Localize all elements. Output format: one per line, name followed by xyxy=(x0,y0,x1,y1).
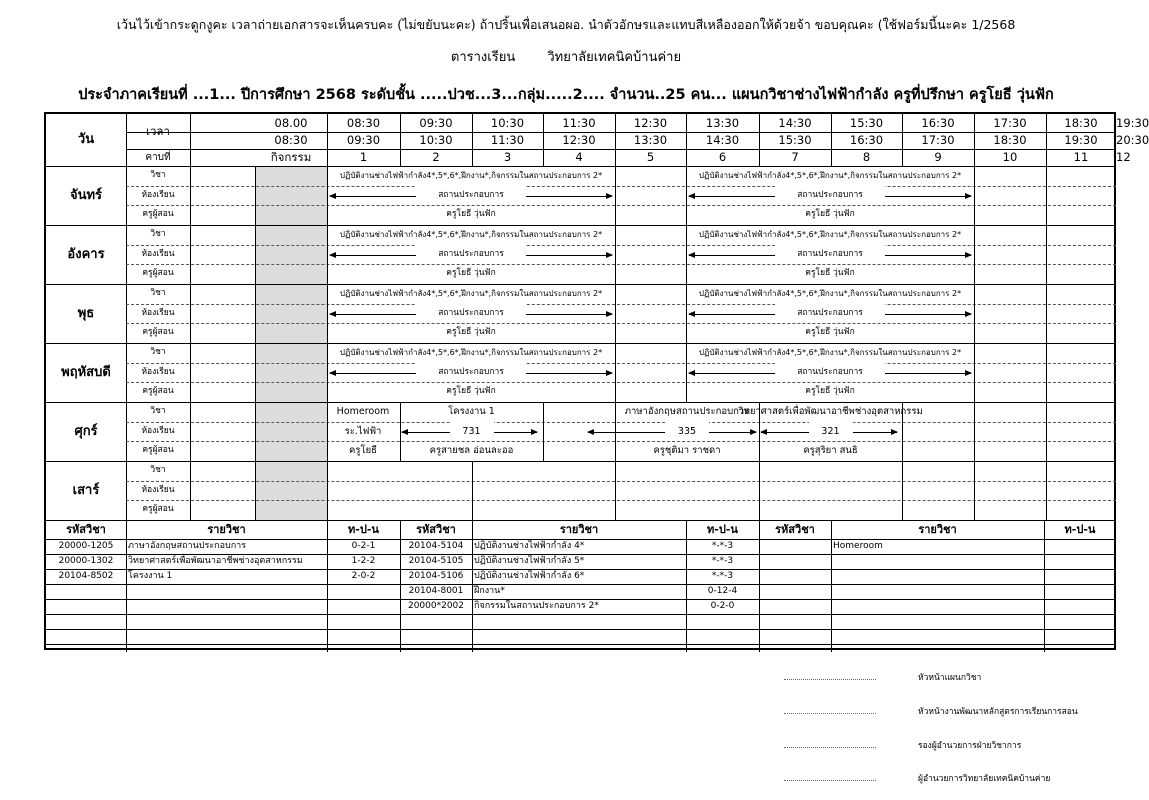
grid-line xyxy=(902,461,903,520)
practice-subject: ปฏิบัติงานช่างไฟฟ้ากำลัง4*,5*,6*,ฝึกงาน*,กิจกรรมในสถานประกอบการ 2* xyxy=(698,289,962,298)
grid-line xyxy=(1044,520,1045,652)
subject-column-header: รหัสวิชา xyxy=(416,523,456,536)
activity-shade xyxy=(255,344,327,402)
activity-shade xyxy=(255,167,327,225)
practice-room: สถานประกอบการ xyxy=(775,245,885,265)
subject-credits: *-*-3 xyxy=(711,541,734,551)
row-label: ห้องเรียน xyxy=(141,189,175,200)
practice-subject: ปฏิบัติงานช่างไฟฟ้ากำลัง4*,5*,6*,ฝึกงาน*,กิจกรรมในสถานประกอบการ 2* xyxy=(339,230,603,239)
grid-line xyxy=(1046,402,1047,461)
title-line xyxy=(0,46,1132,67)
project-teacher: ครูสายชล อ่อนละออ xyxy=(429,445,514,457)
row-label: ห้องเรียน xyxy=(141,484,175,495)
grid-line xyxy=(615,461,616,520)
practice-room: สถานประกอบการ xyxy=(416,186,526,206)
period-end-time: 09:30 xyxy=(346,133,381,147)
practice-subject: ปฏิบัติงานช่างไฟฟ้ากำลัง4*,5*,6*,ฝึกงาน*,กิจกรรมในสถานประกอบการ 2* xyxy=(698,171,962,180)
schedule-table xyxy=(44,112,1149,650)
grid-line xyxy=(974,284,975,343)
row-label: วิชา xyxy=(150,170,166,180)
subject-name: ฝึกงาน* xyxy=(474,586,505,596)
subject-credits: 0-12-4 xyxy=(707,586,738,596)
science-subject: วิทยาศาสตร์เพื่อพัฒนาอาชีพช่างอุตสาหกรรม xyxy=(738,406,923,417)
homeroom-room: ระ.ไฟฟ้า xyxy=(344,425,382,437)
subject-row-line xyxy=(46,644,1116,645)
subject-code: 20000-1205 xyxy=(58,541,114,551)
period-start-time: 08:30 xyxy=(346,116,381,130)
grid-line xyxy=(255,284,256,343)
period-start-time: 14:30 xyxy=(778,116,812,130)
day-separator xyxy=(46,461,1116,462)
day-name: เสาร์ xyxy=(72,483,100,498)
grid-line xyxy=(255,343,256,402)
grid-line xyxy=(1046,284,1047,343)
signature-dots xyxy=(784,738,876,748)
practice-teacher: ครูโยธี วุ่นฟัก xyxy=(805,268,855,279)
period-end-time: 11:30 xyxy=(490,133,525,147)
practice-teacher: ครูโยธี วุ่นฟัก xyxy=(805,209,855,220)
grid-line xyxy=(615,166,616,225)
homeroom-teacher: ครูโยธี xyxy=(349,445,377,457)
period-end-time: 19:30 xyxy=(1064,133,1098,147)
period-label: คาบที่ xyxy=(145,152,171,163)
period-end-time: 12:30 xyxy=(562,133,596,147)
practice-teacher: ครูโยธี วุ่นฟัก xyxy=(446,268,496,279)
signature-dots xyxy=(784,704,876,714)
signature-dots xyxy=(784,670,876,680)
practice-teacher: ครูโยธี วุ่นฟัก xyxy=(446,327,496,338)
signature-dots xyxy=(784,771,876,781)
row-label: ห้องเรียน xyxy=(141,307,175,318)
science-teacher: ครูสุริยา สนธิ xyxy=(803,445,858,457)
grid-line xyxy=(255,461,256,520)
signature-line xyxy=(784,670,1084,684)
activity-shade xyxy=(255,462,327,520)
practice-subject: ปฏิบัติงานช่างไฟฟ้ากำลัง4*,5*,6*,ฝึกงาน*,กิจกรรมในสถานประกอบการ 2* xyxy=(698,348,962,357)
english-subject: ภาษาอังกฤษสถานประกอบการ xyxy=(624,406,750,417)
grid-line xyxy=(472,461,473,520)
period-start-time: 11:30 xyxy=(562,116,596,130)
day-name: จันทร์ xyxy=(69,188,103,203)
practice-teacher: ครูโยธี วุ่นฟัก xyxy=(805,327,855,338)
practice-teacher: ครูโยธี วุ่นฟัก xyxy=(805,386,855,397)
subject-code: 20104-5105 xyxy=(408,556,464,566)
subject-column-header: รหัสวิชา xyxy=(66,523,106,536)
grid-line xyxy=(543,402,544,461)
period-start-time: 17:30 xyxy=(993,116,1027,130)
row-label: ห้องเรียน xyxy=(141,248,175,259)
subject-name: ปฏิบัติงานช่างไฟฟ้ากำลัง 4* xyxy=(474,541,585,551)
period-number: 6 xyxy=(718,150,727,164)
period-number: 1 xyxy=(359,150,368,164)
subject-credits: 0-2-0 xyxy=(710,601,735,611)
practice-subject: ปฏิบัติงานช่างไฟฟ้ากำลัง4*,5*,6*,ฝึกงาน*,กิจกรรมในสถานประกอบการ 2* xyxy=(698,230,962,239)
period-number: 4 xyxy=(575,150,583,164)
practice-room: สถานประกอบการ xyxy=(775,363,885,383)
practice-room: สถานประกอบการ xyxy=(416,363,526,383)
period-end-time: 08:30 xyxy=(274,133,308,147)
subject-code: 20104-8502 xyxy=(58,571,114,581)
signature-title: หัวหน้าแผนกวิชา xyxy=(918,673,982,683)
sub-row-line xyxy=(126,422,1116,423)
period-number: 8 xyxy=(862,150,871,164)
grid-line xyxy=(974,343,975,402)
period-end-time: 15:30 xyxy=(778,133,812,147)
practice-teacher: ครูโยธี วุ่นฟัก xyxy=(446,209,496,220)
period-number: 12 xyxy=(1116,150,1131,164)
period-end-time: 10:30 xyxy=(419,133,453,147)
row-label: วิชา xyxy=(150,288,166,298)
grid-line xyxy=(1046,225,1047,284)
subject-code: 20104-5104 xyxy=(408,541,464,551)
row-label: วิชา xyxy=(150,229,166,239)
sub-row-line xyxy=(126,245,1116,246)
subject-code: 20000*2002 xyxy=(407,601,465,611)
subject-row-line xyxy=(46,614,1116,615)
day-name: ศุกร์ xyxy=(74,424,98,439)
day-separator xyxy=(46,402,1116,403)
grid-line xyxy=(974,461,975,520)
subject-column-header: รายวิชา xyxy=(918,523,957,536)
practice-teacher: ครูโยธี วุ่นฟัก xyxy=(446,386,496,397)
day-header: วัน xyxy=(77,132,95,147)
grid-line xyxy=(759,461,760,520)
period-number: 5 xyxy=(646,150,655,164)
period-end-time: 14:30 xyxy=(705,133,740,147)
practice-room: สถานประกอบการ xyxy=(416,245,526,265)
day-name: พฤหัสบดี xyxy=(61,365,111,380)
subject-name: กิจกรรมในสถานประกอบการ 2* xyxy=(474,601,599,611)
grid-line xyxy=(255,166,256,225)
signature-title: รองผู้อำนวยการฝ่ายวิชาการ xyxy=(918,741,1022,751)
notice-text: เว้นไว้เข้ากระดูกงูคะ เวลาถ่ายเอกสารจะเห็นครบคะ (ไม่ขยับนะคะ) ถ้าปริ้นเพื่อเสนอผอ. นำตัวอักษรและแทบสีเหลืองออกให้ด้วยจ้า ขอบคุณคะ (ใช้ฟอร์มนี้นะคะ 1/2568 xyxy=(116,17,1016,32)
row-label: ครูผู้สอน xyxy=(142,504,174,515)
subject-row-line xyxy=(46,629,1116,630)
subject-column-header: รายวิชา xyxy=(559,523,599,536)
subject-name: ปฏิบัติงานช่างไฟฟ้ากำลัง 5* xyxy=(474,556,585,566)
subject-name: ภาษาอังกฤษสถานประกอบการ xyxy=(128,541,247,551)
practice-subject: ปฏิบัติงานช่างไฟฟ้ากำลัง4*,5*,6*,ฝึกงาน*,กิจกรรมในสถานประกอบการ 2* xyxy=(339,289,603,298)
subject-name: Homeroom xyxy=(833,541,883,551)
english-room: 335 xyxy=(665,422,709,442)
period-number: กิจกรรม xyxy=(270,150,312,164)
class-info: ประจำภาคเรียนที่ ...1... ปีการศึกษา 2568 ระดับชั้น .....ปวช...3...กลุ่ม.....2.... จำนวน..25 คน... แผนกวิชาช่างไฟฟ้ากำลัง ครูที่ปรึกษา ครูโยธี วุ่นฟัก xyxy=(78,87,1054,103)
subject-credits: *-*-3 xyxy=(711,556,734,566)
page-title: ตารางเรียน xyxy=(450,50,516,65)
sub-row-line xyxy=(126,500,1116,501)
row-label: วิชา xyxy=(150,406,166,416)
sub-row-line xyxy=(126,186,1116,187)
row-label: ครูผู้สอน xyxy=(142,445,174,456)
practice-room: สถานประกอบการ xyxy=(416,304,526,324)
english-teacher: ครูชุติมา ราชดา xyxy=(653,445,721,457)
period-number: 3 xyxy=(503,150,512,164)
project-subject: โครงงาน 1 xyxy=(448,406,495,417)
period-start-time: 16:30 xyxy=(921,116,955,130)
grid-line xyxy=(615,343,616,402)
signature-title: หัวหน้างานพัฒนาหลักสูตรการเรียนการสอน xyxy=(918,707,1078,717)
grid-line xyxy=(615,284,616,343)
grid-line xyxy=(974,166,975,225)
period-number: 7 xyxy=(791,150,799,164)
subject-name: โครงงาน 1 xyxy=(128,571,173,581)
subject-code: 20104-5106 xyxy=(408,571,464,581)
period-end-time: 13:30 xyxy=(633,133,668,147)
grid-line xyxy=(327,461,328,520)
signature-line xyxy=(784,738,1084,752)
period-number: 10 xyxy=(1002,150,1018,164)
subject-name: ปฏิบัติงานช่างไฟฟ้ากำลัง 6* xyxy=(474,571,585,581)
subject-column-header: ท-ป-น xyxy=(707,523,738,536)
grid-line xyxy=(974,402,975,461)
period-end-time: 18:30 xyxy=(993,133,1027,147)
grid-line xyxy=(1046,166,1047,225)
subject-column-header: ท-ป-น xyxy=(348,523,379,536)
grid-line xyxy=(831,520,832,652)
row-label: วิชา xyxy=(150,347,166,357)
row-label: ห้องเรียน xyxy=(141,366,175,377)
sub-row-line xyxy=(126,304,1116,305)
period-start-time: 13:30 xyxy=(705,116,740,130)
row-label: ครูผู้สอน xyxy=(142,268,174,279)
project-room: 731 xyxy=(450,422,494,442)
period-end-time: 17:30 xyxy=(921,133,955,147)
day-name: อังคาร xyxy=(67,247,105,262)
activity-shade xyxy=(255,403,327,461)
period-start-time: 10:30 xyxy=(490,116,525,130)
row-label: ครูผู้สอน xyxy=(142,327,174,338)
grid-line xyxy=(1046,343,1047,402)
row-label: ห้องเรียน xyxy=(141,425,175,436)
practice-room: สถานประกอบการ xyxy=(775,186,885,206)
period-start-time: 19:30 xyxy=(1116,116,1149,130)
period-start-time: 08.00 xyxy=(274,116,308,130)
grid-line xyxy=(255,402,256,461)
period-number: 2 xyxy=(432,150,440,164)
period-number: 11 xyxy=(1073,150,1089,164)
sub-row-line xyxy=(126,363,1116,364)
period-end-time: 16:30 xyxy=(849,133,884,147)
activity-shade xyxy=(255,285,327,343)
subject-column-header: รหัสวิชา xyxy=(775,523,815,536)
subject-credits: 1-2-2 xyxy=(351,556,376,566)
subject-code: 20000-1302 xyxy=(58,556,114,566)
grid-line xyxy=(759,520,760,652)
sub-row-line xyxy=(126,481,1116,482)
grid-line xyxy=(1046,461,1047,520)
period-start-time: 18:30 xyxy=(1064,116,1098,130)
signature-line xyxy=(784,771,1084,785)
period-start-time: 15:30 xyxy=(849,116,884,130)
row-label: ครูผู้สอน xyxy=(142,386,174,397)
grid-line xyxy=(974,225,975,284)
grid-line xyxy=(126,520,127,652)
subject-column-header: ท-ป-น xyxy=(1064,523,1096,536)
homeroom-subject: Homeroom xyxy=(336,406,390,417)
subject-name: วิทยาศาสตร์เพื่อพัฒนาอาชีพช่างอุตสาหกรรม xyxy=(128,556,303,566)
subject-credits: 2-0-2 xyxy=(351,571,376,581)
grid-line xyxy=(472,520,473,652)
period-end-time: 20:30 xyxy=(1116,133,1149,147)
practice-subject: ปฏิบัติงานช่างไฟฟ้ากำลัง4*,5*,6*,ฝึกงาน*,กิจกรรมในสถานประกอบการ 2* xyxy=(339,348,603,357)
signature-line xyxy=(784,704,1084,718)
row-label: วิชา xyxy=(150,465,166,475)
science-room: 321 xyxy=(809,422,853,442)
grid-line xyxy=(190,114,191,520)
period-start-time: 12:30 xyxy=(633,116,668,130)
day-name: พุธ xyxy=(77,306,95,321)
period-start-time: 09:30 xyxy=(419,116,453,130)
subject-credits: *-*-3 xyxy=(711,571,734,581)
activity-shade xyxy=(255,226,327,284)
period-number: 9 xyxy=(934,150,942,164)
subject-column-header: รายวิชา xyxy=(207,523,246,536)
subject-credits: 0-2-1 xyxy=(351,541,376,551)
time-label: เวลา xyxy=(146,124,170,138)
grid-line xyxy=(615,225,616,284)
grid-line xyxy=(255,225,256,284)
row-label: ครูผู้สอน xyxy=(142,209,174,220)
practice-subject: ปฏิบัติงานช่างไฟฟ้ากำลัง4*,5*,6*,ฝึกงาน*,กิจกรรมในสถานประกอบการ 2* xyxy=(339,171,603,180)
subject-code: 20104-8001 xyxy=(408,586,464,596)
signature-title: ผู้อำนวยการวิทยาลัยเทคนิคบ้านค่าย xyxy=(918,774,1051,784)
college-name: วิทยาลัยเทคนิคบ้านค่าย xyxy=(547,50,682,65)
practice-room: สถานประกอบการ xyxy=(775,304,885,324)
